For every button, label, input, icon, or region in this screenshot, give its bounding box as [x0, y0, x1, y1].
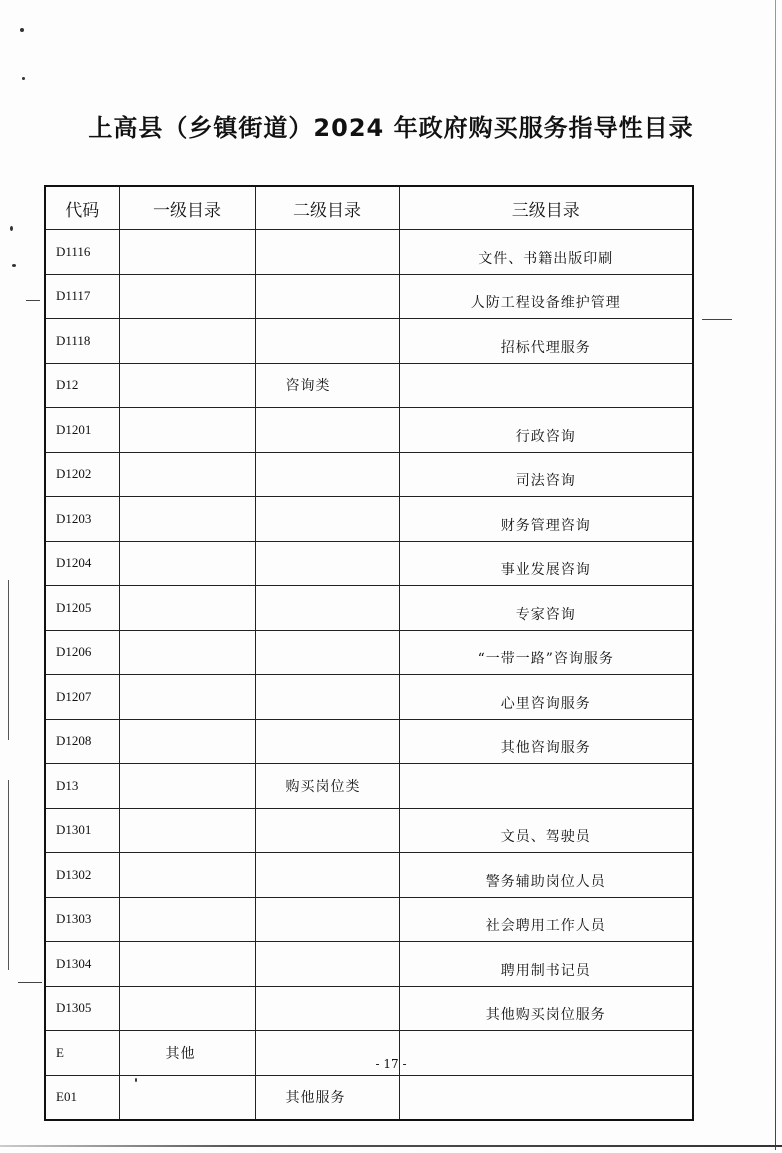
- row-code: [45, 1075, 119, 1120]
- row-code: [45, 497, 119, 542]
- table-row: [45, 764, 693, 809]
- row-level3-text: “一带一路”咨询服务: [477, 651, 614, 667]
- table-row: [45, 942, 693, 987]
- row-level3: [399, 274, 693, 319]
- row-level1: [119, 675, 255, 720]
- table-row: [45, 853, 693, 898]
- row-code-text: D1117: [56, 288, 91, 304]
- row-level3-text: 文员、驾驶员: [500, 829, 591, 845]
- row-level2: [255, 319, 399, 364]
- table-row: [45, 586, 693, 631]
- row-level3-text: 人防工程设备维护管理: [470, 295, 621, 311]
- row-level1: [119, 942, 255, 987]
- row-level2-text: 其他服务: [285, 1090, 346, 1107]
- row-code-text: D1206: [56, 644, 92, 660]
- table-row: [45, 230, 693, 275]
- row-level3: [399, 853, 693, 898]
- row-level3: [399, 586, 693, 631]
- table-row: [45, 1075, 693, 1120]
- row-level2-text: 咨询类: [285, 378, 331, 395]
- row-level1: [119, 897, 255, 942]
- row-level1-text: 其他: [165, 1045, 196, 1062]
- scan-speck: [20, 28, 24, 32]
- row-level3-text: 招标代理服务: [500, 339, 591, 356]
- row-code: [45, 586, 119, 631]
- table-row: [45, 363, 693, 408]
- row-level2: [255, 541, 399, 586]
- row-level3: [399, 1075, 693, 1120]
- row-code-text: E01: [56, 1089, 77, 1105]
- row-level2: [255, 363, 399, 408]
- table-row: [45, 452, 693, 497]
- row-level2: [255, 230, 399, 275]
- scan-speck: [10, 226, 13, 231]
- row-code-text: D1205: [56, 599, 92, 615]
- row-code: [45, 675, 119, 720]
- row-level3-text: 文件、书籍出版印刷: [478, 250, 614, 267]
- row-code-text: D1301: [56, 822, 92, 838]
- row-level2: [255, 274, 399, 319]
- table-row: [45, 541, 693, 586]
- row-level2: [255, 719, 399, 764]
- row-level3: [399, 630, 693, 675]
- header-code: 代码: [45, 186, 119, 230]
- row-code: [45, 319, 119, 364]
- row-level3: [399, 897, 693, 942]
- table-row: [45, 719, 693, 764]
- row-level3: [399, 675, 693, 720]
- row-level1: [119, 230, 255, 275]
- header-level1: 一级目录: [119, 186, 255, 230]
- row-level1: [119, 408, 255, 453]
- row-level3: [399, 408, 693, 453]
- row-level2: [255, 452, 399, 497]
- row-level3-text: 专家咨询: [515, 606, 576, 623]
- row-level2: [255, 1075, 399, 1120]
- table-row: [45, 897, 693, 942]
- row-level1: [119, 497, 255, 542]
- row-level3-text: 警务辅助岗位人员: [485, 873, 606, 890]
- row-code: [45, 630, 119, 675]
- row-level1: [119, 764, 255, 809]
- scan-mark: [8, 580, 9, 740]
- row-code-text: D13: [56, 777, 79, 793]
- row-code: [45, 452, 119, 497]
- page-edge: [0, 1145, 782, 1147]
- row-level1: [119, 808, 255, 853]
- row-level3: [399, 452, 693, 497]
- scan-speck: [12, 264, 16, 267]
- row-code: [45, 363, 119, 408]
- row-code: [45, 853, 119, 898]
- row-code-text: D1207: [56, 688, 92, 704]
- row-level3: [399, 363, 693, 408]
- row-level2: [255, 853, 399, 898]
- scan-mark: [26, 300, 40, 301]
- row-level2: [255, 942, 399, 987]
- row-code-text: D1302: [56, 866, 92, 882]
- row-level1: [119, 319, 255, 364]
- row-level1: [119, 586, 255, 631]
- row-level2: [255, 497, 399, 542]
- scan-mark: [702, 319, 732, 320]
- row-level1: [119, 986, 255, 1031]
- table-row: [45, 986, 693, 1031]
- row-level1: [119, 630, 255, 675]
- row-code: [45, 764, 119, 809]
- table-row: [45, 675, 693, 720]
- row-code: [45, 897, 119, 942]
- row-level1: [119, 853, 255, 898]
- header-level3: 三级目录: [399, 186, 693, 230]
- row-code-text: D1304: [56, 955, 92, 971]
- row-code: [45, 808, 119, 853]
- row-code-text: D1303: [56, 911, 92, 927]
- row-level1: [119, 541, 255, 586]
- row-level2: [255, 764, 399, 809]
- row-level3: [399, 541, 693, 586]
- row-code-text: D1202: [56, 466, 92, 482]
- row-code-text: D1116: [56, 243, 91, 259]
- row-level2: [255, 675, 399, 720]
- row-level2: [255, 630, 399, 675]
- row-code: [45, 986, 119, 1031]
- row-level3: [399, 319, 693, 364]
- row-level3: [399, 719, 693, 764]
- row-level3-text: 聘用制书记员: [500, 962, 591, 979]
- page-title: 上高县（乡镇街道）2024 年政府购买服务指导性目录: [88, 114, 694, 142]
- row-code: [45, 274, 119, 319]
- table-row: [45, 497, 693, 542]
- row-level3-text: 其他购买岗位服务: [485, 1007, 606, 1023]
- row-code-text: D12: [56, 377, 79, 393]
- row-level3: [399, 986, 693, 1031]
- row-code: [45, 408, 119, 453]
- row-level3: [399, 942, 693, 987]
- page-number: - 17 -: [375, 1057, 407, 1071]
- row-level2: [255, 408, 399, 453]
- row-code: [45, 942, 119, 987]
- row-level3-text: 财务管理咨询: [500, 517, 591, 534]
- scan-mark: [8, 780, 9, 970]
- row-level3: [399, 808, 693, 853]
- header-level2: 二级目录: [255, 186, 399, 230]
- row-level1: [119, 719, 255, 764]
- row-level1: [119, 363, 255, 408]
- scan-mark: [18, 982, 42, 983]
- row-level1: [119, 452, 255, 497]
- row-level3-text: 行政咨询: [515, 428, 576, 445]
- scan-speck: [22, 77, 25, 80]
- table-row: [45, 408, 693, 453]
- row-level1: [119, 1075, 255, 1120]
- row-code: [45, 230, 119, 275]
- row-code-text: D1305: [56, 1000, 92, 1016]
- row-level1: [119, 274, 255, 319]
- row-level3-text: 其他咨询服务: [500, 740, 591, 756]
- row-code: [45, 719, 119, 764]
- row-level2: [255, 808, 399, 853]
- row-code-text: E: [56, 1044, 64, 1060]
- row-level2: [255, 986, 399, 1031]
- table-row: [45, 274, 693, 319]
- row-code-text: D1203: [56, 510, 92, 526]
- row-level2-text: 购买岗位类: [285, 778, 361, 795]
- row-code: [45, 541, 119, 586]
- page-edge: [775, 0, 776, 1150]
- table-row: [45, 630, 693, 675]
- row-level3-text: 事业发展咨询: [500, 562, 591, 578]
- row-level3-text: 司法咨询: [515, 473, 576, 489]
- row-level3-text: 心里咨询服务: [500, 695, 591, 712]
- row-code-text: D1118: [56, 332, 91, 348]
- row-level3-text: 社会聘用工作人员: [485, 918, 606, 934]
- row-level2: [255, 897, 399, 942]
- row-code-text: D1204: [56, 555, 92, 571]
- table-row: [45, 319, 693, 364]
- table-row: [45, 808, 693, 853]
- row-level3: [399, 764, 693, 809]
- catalog-table: [44, 185, 694, 1121]
- row-level3: [399, 230, 693, 275]
- row-level3: [399, 497, 693, 542]
- row-code-text: D1201: [56, 421, 92, 437]
- table-header-row: [45, 186, 693, 230]
- row-code-text: D1208: [56, 733, 92, 749]
- row-level2: [255, 586, 399, 631]
